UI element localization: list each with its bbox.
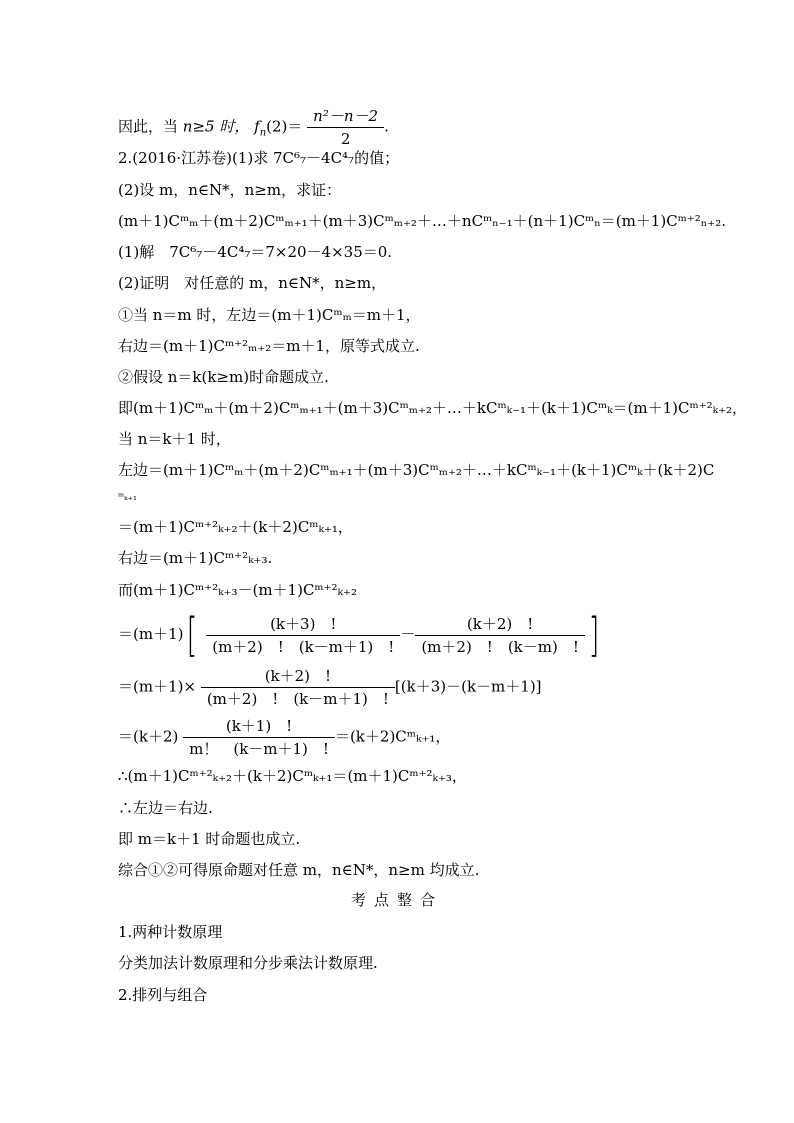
text: . bbox=[384, 117, 389, 136]
text: ＝(m＋1)× bbox=[118, 677, 197, 696]
fraction-numerator: (k＋2) ! bbox=[264, 667, 332, 685]
fraction bbox=[183, 716, 335, 759]
fraction bbox=[201, 666, 395, 709]
section-heading: 考点整合 bbox=[350, 891, 443, 909]
text: n bbox=[259, 127, 267, 139]
right-bracket-icon: ] bbox=[588, 608, 600, 662]
base-case-left: ①当 n＝m 时，左边＝(m＋1)Cᵐₘ＝m＋1， bbox=[118, 306, 421, 324]
fraction-denominator: m！ (k－m＋1) ! bbox=[183, 737, 335, 759]
text: ＝(m＋1) bbox=[118, 625, 184, 643]
fraction-numerator: (k＋3) ! bbox=[270, 614, 337, 633]
left-side-continuation: ᵐₖ₊₁ bbox=[118, 492, 138, 503]
fraction bbox=[206, 614, 400, 657]
step-holds: 即 m＝k＋1 时命题也成立. bbox=[118, 830, 301, 848]
fraction-numerator: n²－n－2 bbox=[313, 107, 379, 125]
solution-part-1: (1)解 7C⁶₇－4C⁴₇＝7×20－4×35＝0. bbox=[118, 243, 393, 261]
therefore-equal: ∴左边＝右边. bbox=[118, 799, 213, 817]
fraction-numerator: (k＋2) ! bbox=[466, 614, 534, 633]
base-case-right: 右边＝(m＋1)Cᵐ⁺²ₘ₊₂＝m＋1，原等式成立. bbox=[118, 337, 420, 355]
fraction bbox=[415, 614, 585, 657]
therefore-sum: ∴(m＋1)Cᵐ⁺²ₖ₊₂＋(k＋2)Cᵐₖ₊₁＝(m＋1)Cᵐ⁺²ₖ₊₃， bbox=[118, 767, 467, 785]
right-side-expression: 右边＝(m＋1)Cᵐ⁺²ₖ₊₃. bbox=[118, 549, 273, 567]
text: f bbox=[254, 117, 260, 136]
conclusion-line bbox=[118, 106, 389, 149]
difference-step-1 bbox=[118, 608, 603, 662]
difference-step-3 bbox=[118, 716, 450, 759]
left-side-simplified: ＝(m＋1)Cᵐ⁺²ₖ₊₂＋(k＋2)Cᵐₖ₊₁， bbox=[118, 518, 353, 536]
fraction-denominator: (m＋2) ! (k－m＋1) ! bbox=[206, 635, 400, 657]
fraction bbox=[307, 106, 384, 149]
fraction-denominator: 2 bbox=[307, 127, 384, 149]
text: [(k＋3)－(k－m＋1)] bbox=[394, 677, 542, 696]
fraction-denominator: (m＋2) ! (k－m＋1) ! bbox=[201, 687, 395, 709]
conclusion: 综合①②可得原命题对任意 m，n∈N*，n≥m 均成立. bbox=[118, 861, 480, 879]
left-bracket-icon: [ bbox=[187, 608, 198, 662]
identity-line: (m＋1)Cᵐₘ＋(m＋2)Cᵐₘ₊₁＋(m＋3)Cᵐₘ₊₂＋…＋nCᵐₙ₋₁＋(n＋1)Cᵐₙ＝(m＋1)Cᵐ⁺²ₙ₊₂. bbox=[118, 212, 726, 230]
proof-part-2: (2)证明 对任意的 m，n∈N*，n≥m， bbox=[118, 274, 387, 292]
induction-hypothesis: ②假设 n＝k(k≥m)时命题成立. bbox=[118, 368, 329, 386]
left-side-expression: 左边＝(m＋1)Cᵐₘ＋(m＋2)Cᵐₘ₊₁＋(m＋3)Cᵐₘ₊₂＋…＋kCᵐₖ₋₁＋(k＋1)Cᵐₖ＋(k＋2)C bbox=[118, 461, 715, 479]
topic-1-detail: 分类加法计数原理和分步乘法计数原理. bbox=[118, 954, 378, 972]
text: － bbox=[400, 625, 416, 643]
problem-2-part-2: (2)设 m，n∈N*，n≥m，求证： bbox=[118, 181, 342, 199]
text: ＝(k＋2) bbox=[118, 727, 179, 746]
fraction-numerator: (k＋1) ! bbox=[225, 717, 293, 735]
topic-2: 2.排列与组合 bbox=[118, 986, 208, 1004]
text: 因此，当 bbox=[118, 117, 179, 136]
text: ＝(k＋2)Cᵐₖ₊₁， bbox=[334, 727, 451, 746]
text: (2)＝ bbox=[266, 117, 303, 136]
text: n≥5 时， bbox=[182, 117, 250, 136]
fraction-denominator: (m＋2) ! (k－m) ! bbox=[415, 635, 585, 657]
topic-1: 1.两种计数原理 bbox=[118, 923, 223, 941]
difference-expression: 而(m＋1)Cᵐ⁺²ₖ₊₃－(m＋1)Cᵐ⁺²ₖ₊₂ bbox=[118, 581, 357, 599]
problem-2-title: 2.(2016·江苏卷)(1)求 7C⁶₇－4C⁴₇的值； bbox=[118, 149, 400, 167]
induction-step: 当 n＝k＋1 时， bbox=[118, 430, 231, 448]
difference-step-2 bbox=[118, 666, 542, 709]
hypothesis-statement: 即(m＋1)Cᵐₘ＋(m＋2)Cᵐₘ₊₁＋(m＋3)Cᵐₘ₊₂＋…＋kCᵐₖ₋₁＋(k＋1)Cᵐₖ＝(m＋1)Cᵐ⁺²ₖ₊₂， bbox=[118, 399, 748, 417]
